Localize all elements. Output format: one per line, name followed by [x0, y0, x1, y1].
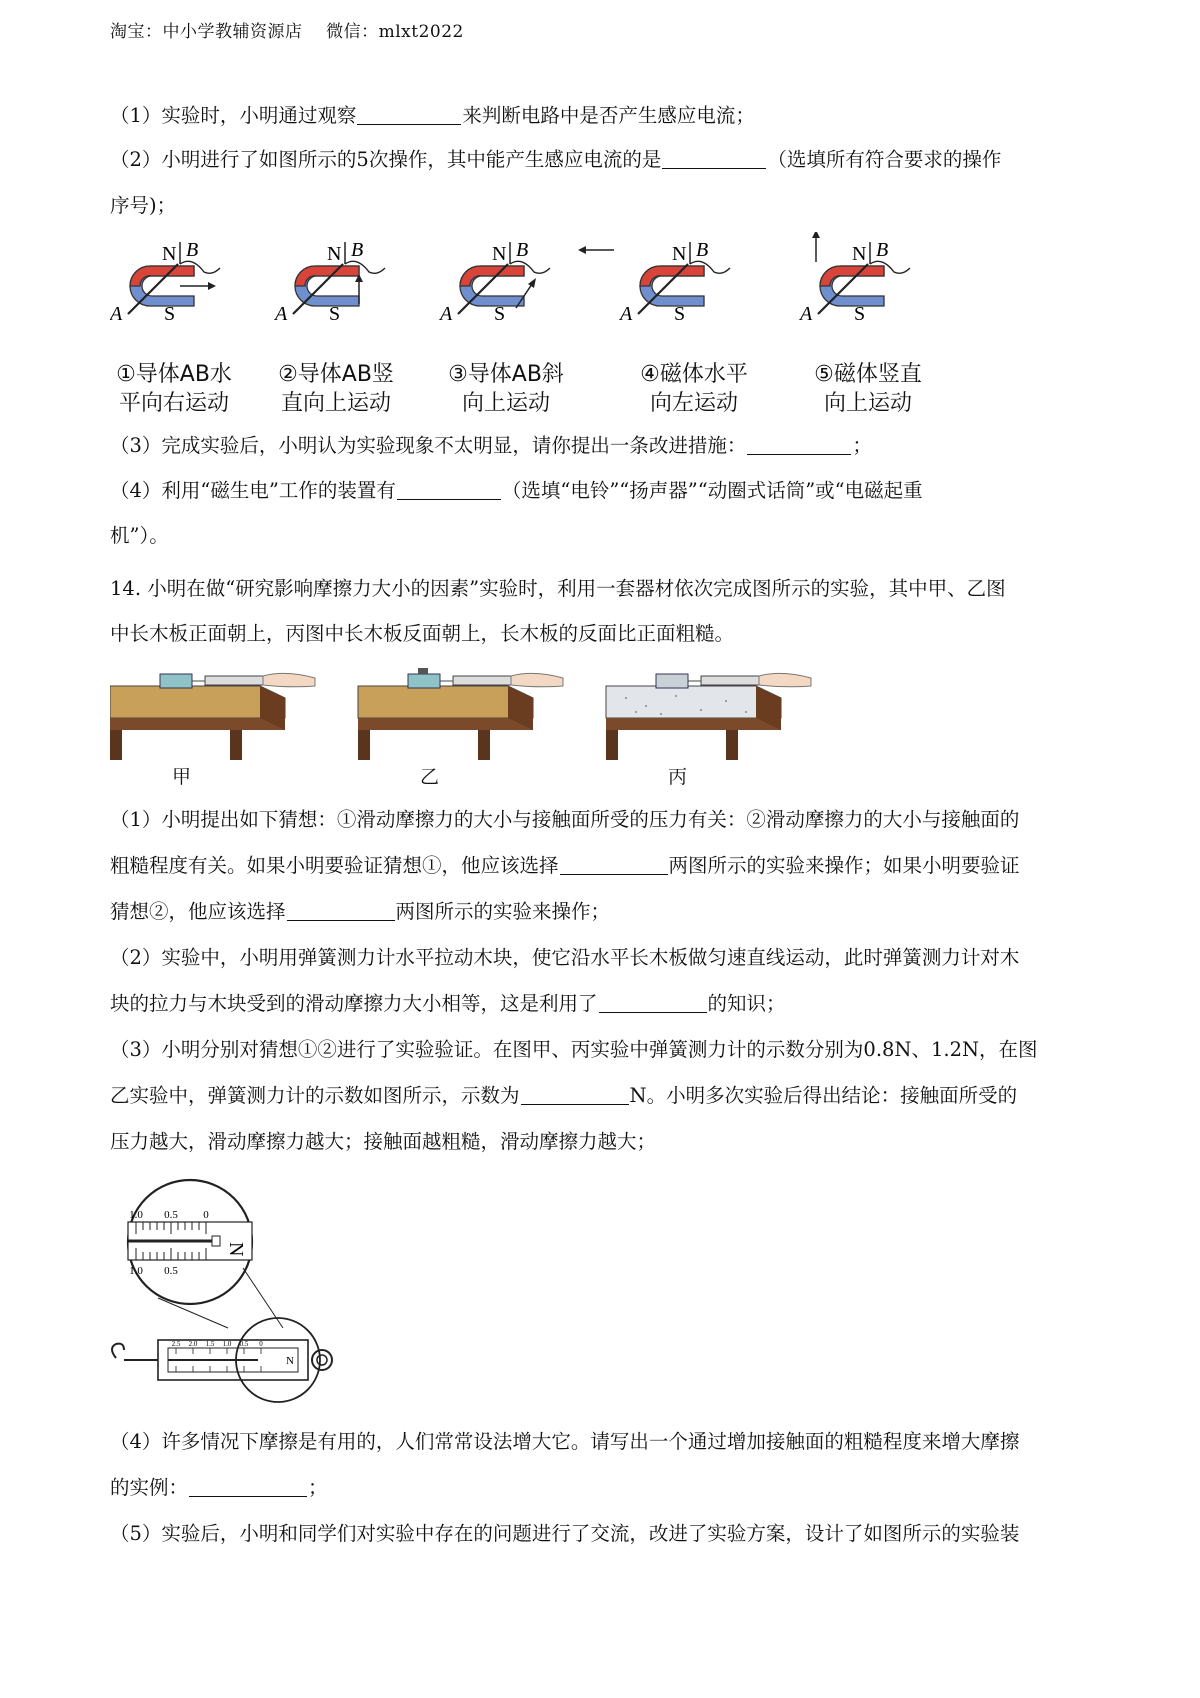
magnet-caption-1: ①导体AB水 平向右运动 [116, 362, 232, 416]
svg-text:S: S [854, 303, 866, 325]
spring-scale-figure [108, 1178, 348, 1408]
answer-blank[interactable] [599, 992, 707, 1013]
q13-part3: （3）完成实验后，小明认为实验现象不太明显，请你提出一条改进措施： ； [110, 434, 872, 457]
q14-part3-line1: （3）小明分别对猜想①②进行了实验验证。在图甲、丙实验中弹簧测力计的示数分别为0.8N、1.2N，在图 [110, 1038, 1038, 1061]
svg-text:N: N [327, 243, 342, 265]
svg-text:S: S [329, 303, 341, 325]
svg-text:0.5: 0.5 [239, 1340, 249, 1348]
magnet-caption-4: ④磁体水平 向左运动 [640, 362, 748, 416]
answer-blank[interactable] [747, 434, 851, 455]
svg-text:2.0: 2.0 [188, 1340, 198, 1348]
magnet-fig-4 [578, 239, 730, 325]
svg-text:N: N [162, 243, 177, 265]
q14-part2-line1: （2）实验中，小明用弹簧测力计水平拉动木块，使它沿水平长木板做匀速直线运动，此时弹簧测力计对木 [110, 946, 1020, 969]
answer-blank[interactable] [560, 854, 668, 875]
friction-label-bing: 丙 [668, 766, 688, 788]
svg-text:0: 0 [259, 1340, 263, 1348]
answer-blank[interactable] [662, 148, 766, 169]
friction-fig-jia [110, 673, 315, 760]
svg-text:1.0: 1.0 [129, 1209, 143, 1221]
svg-text:A: A [620, 303, 633, 325]
answer-blank[interactable] [357, 104, 461, 125]
magnet-fig-1 [110, 239, 220, 325]
friction-label-jia: 甲 [172, 766, 192, 788]
svg-text:1.0: 1.0 [222, 1340, 232, 1348]
svg-text:A: A [275, 303, 288, 325]
svg-text:0.5: 0.5 [164, 1209, 178, 1221]
svg-text:1.0: 1.0 [129, 1265, 143, 1277]
q14-part2-line2: 块的拉力与木块受到的滑动摩擦力大小相等，这是利用了 的知识； [110, 992, 786, 1015]
magnet-caption-5: ⑤磁体竖直 向上运动 [814, 362, 922, 416]
svg-text:A: A [110, 303, 123, 325]
q14-part5-line1: （5）实验后，小明和同学们对实验中存在的问题进行了交流，改进了实验方案，设计了如图所示的实验装 [110, 1522, 1020, 1545]
svg-text:0: 0 [203, 1209, 209, 1221]
magnet-fig-2 [273, 239, 385, 325]
svg-text:S: S [674, 303, 686, 325]
answer-blank[interactable] [189, 1476, 307, 1497]
svg-text:B: B [186, 239, 199, 261]
q14-intro-line2: 中长木板正面朝上，丙图中长木板反面朝上，长木板的反面比正面粗糙。 [110, 622, 735, 645]
magnet-fig-5 [798, 232, 910, 325]
svg-text:0.5: 0.5 [164, 1265, 178, 1277]
q14-part4-line2: 的实例： ； [110, 1476, 328, 1499]
q13-part4-cont: 机”）。 [110, 524, 169, 547]
svg-text:1.5: 1.5 [205, 1340, 215, 1348]
friction-fig-bing [606, 673, 811, 760]
q14-intro-line1: 14. 小明在做“研究影响摩擦力大小的因素”实验时，利用一套器材依次完成图所示的实验，其中甲、乙图 [110, 577, 1006, 600]
friction-label-yi: 乙 [420, 766, 440, 788]
q14-part1-line3: 猜想②，他应该选择 两图所示的实验来操作； [110, 900, 611, 923]
q13-part2: （2）小明进行了如图所示的5次操作，其中能产生感应电流的是 （选填所有符合要求的操作 [110, 148, 1002, 171]
magnet-caption-3: ③导体AB斜 向上运动 [448, 362, 564, 416]
svg-text:N: N [225, 1242, 247, 1257]
svg-text:N: N [672, 243, 687, 265]
q14-part4-line1: （4）许多情况下摩擦是有用的，人们常常设法增大它。请写出一个通过增加接触面的粗糙程度来增大摩擦 [110, 1430, 1020, 1453]
answer-blank[interactable] [397, 479, 501, 500]
svg-text:B: B [351, 239, 364, 261]
q13-part1: （1）实验时，小明通过观察 来判断电路中是否产生感应电流； [110, 104, 755, 127]
q14-part3-line3: 压力越大，滑动摩擦力越大；接触面越粗糙，滑动摩擦力越大； [110, 1130, 657, 1153]
q14-part1-line2: 粗糙程度有关。如果小明要验证猜想①，他应该选择 两图所示的实验来操作；如果小明要验证 [110, 854, 1020, 877]
page-header: 淘宝：中小学教辅资源店 微信：mlxt2022 [110, 22, 464, 42]
svg-text:S: S [494, 303, 506, 325]
magnet-caption-2: ②导体AB竖 直向上运动 [278, 362, 394, 416]
answer-blank[interactable] [521, 1084, 629, 1105]
svg-text:N: N [286, 1355, 294, 1367]
friction-figures [110, 668, 840, 760]
friction-fig-yi [358, 668, 563, 760]
q13-part4: （4）利用“磁生电”工作的装置有 （选填“电铃”“扬声器”“动圈式话筒”或“电磁起重 [110, 479, 923, 502]
svg-text:B: B [876, 239, 889, 261]
svg-text:B: B [516, 239, 529, 261]
q14-part1-line1: （1）小明提出如下猜想：①滑动摩擦力的大小与接触面所受的压力有关：②滑动摩擦力的大小与接触面的 [110, 808, 1020, 831]
q14-part3-line2: 乙实验中，弹簧测力计的示数如图所示，示数为 N。小明多次实验后得出结论：接触面所受的 [110, 1084, 1018, 1107]
magnet-figures [110, 232, 990, 352]
svg-text:2.5: 2.5 [171, 1340, 181, 1348]
svg-text:S: S [164, 303, 176, 325]
svg-text:N: N [492, 243, 507, 265]
magnet-fig-3 [438, 239, 550, 325]
answer-blank[interactable] [287, 900, 395, 921]
svg-text:B: B [696, 239, 709, 261]
svg-text:A: A [800, 303, 813, 325]
q13-part2-cont: 序号)； [110, 194, 177, 217]
svg-text:A: A [440, 303, 453, 325]
svg-text:N: N [852, 243, 867, 265]
